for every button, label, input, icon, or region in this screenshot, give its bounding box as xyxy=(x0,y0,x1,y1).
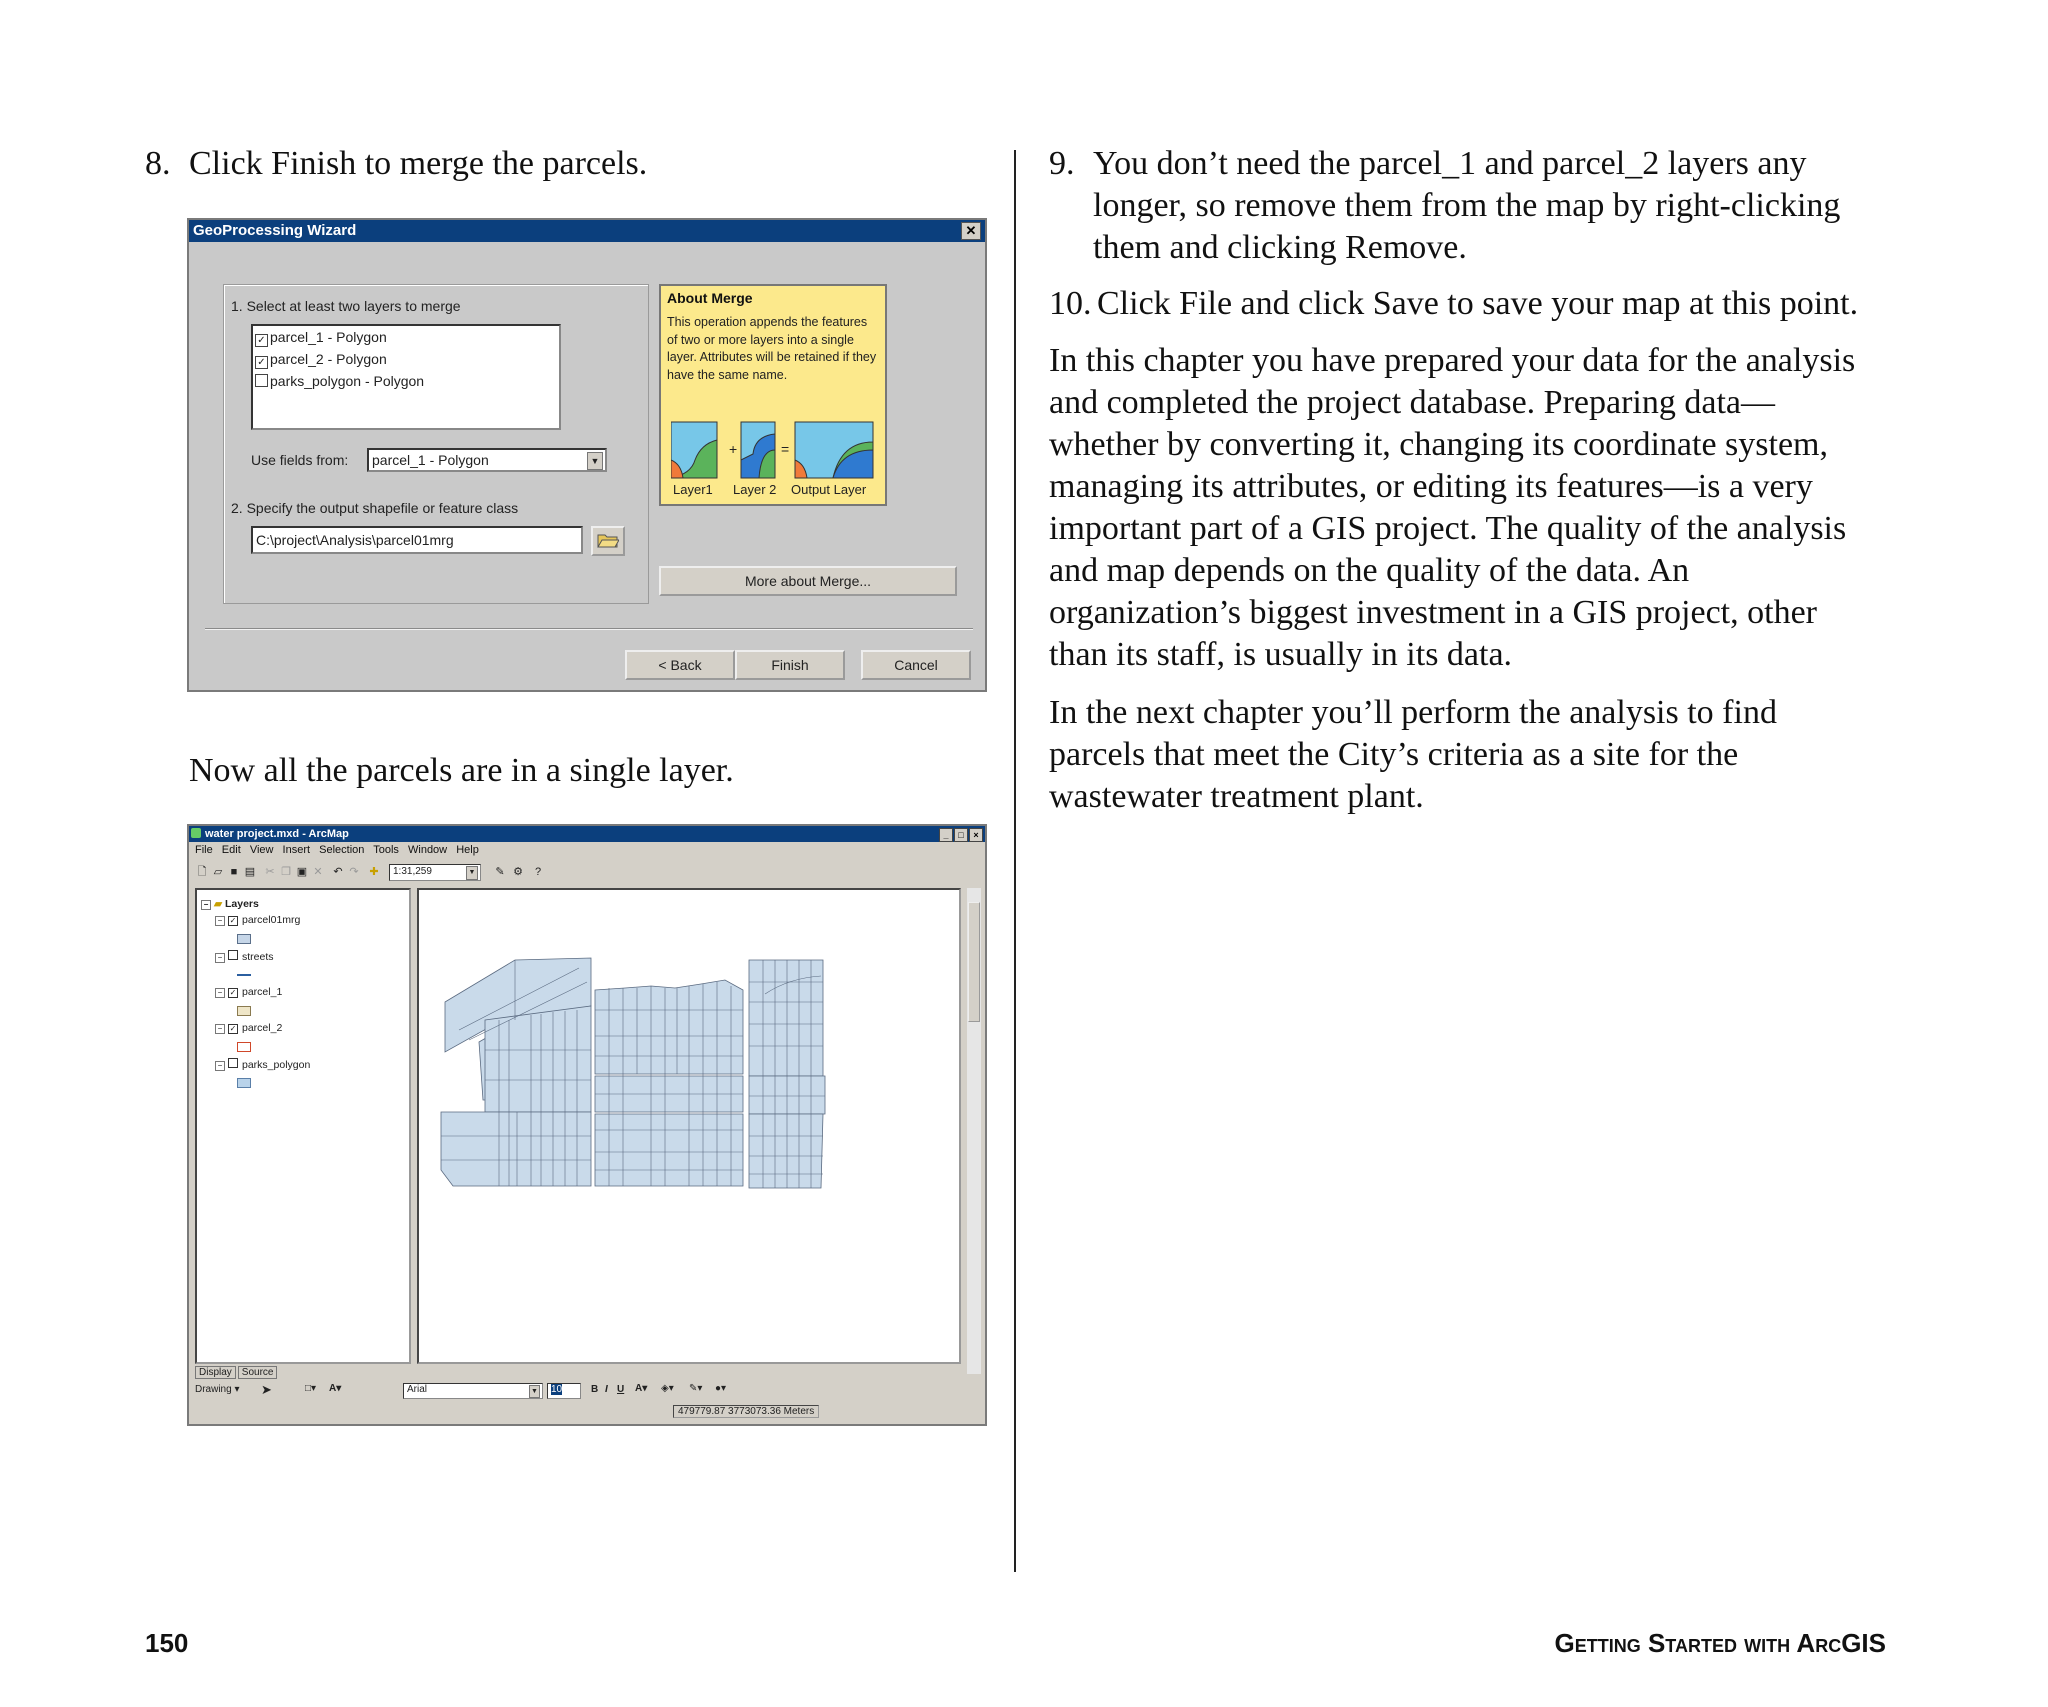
toc-layer-label: parcel_2 xyxy=(242,1022,283,1034)
parcel01mrg-symbol[interactable] xyxy=(237,934,251,944)
collapse-icon[interactable]: − xyxy=(215,988,225,998)
paragraph-line: whether by converting it, changing its coordinate system, xyxy=(1049,426,1828,463)
parcel-block[interactable] xyxy=(749,1114,823,1188)
about-heading: About Merge xyxy=(667,290,753,306)
arcmap-window xyxy=(187,824,987,1426)
chevron-down-icon[interactable]: ▼ xyxy=(529,1385,540,1398)
geoprocessing-wizard-dialog xyxy=(187,218,987,692)
font-color-icon[interactable]: A▾ xyxy=(635,1383,648,1394)
font-size-value: 10 xyxy=(551,1384,563,1395)
menu-window[interactable]: Window xyxy=(408,844,448,856)
map-vertical-scrollbar[interactable] xyxy=(967,888,981,1374)
chevron-down-icon[interactable]: ▼ xyxy=(587,452,603,470)
menu-selection[interactable]: Selection xyxy=(319,844,365,856)
parcel-block[interactable] xyxy=(595,980,743,1074)
toc-layer-parcel-1[interactable] xyxy=(215,986,282,998)
layer-option-parks[interactable] xyxy=(253,370,559,392)
step-8-text: Click Finish to merge the parcels. xyxy=(189,145,648,182)
font-name-value: Arial xyxy=(407,1384,428,1395)
more-about-merge-button[interactable]: More about Merge... xyxy=(659,566,957,596)
toc-root-label: Layers xyxy=(225,898,259,910)
paragraph-line: parcels that meet the City’s criteria as a site for the xyxy=(1049,736,1739,773)
instruction-2: 2. Specify the output shapefile or feature class xyxy=(231,500,519,516)
add-data-icon[interactable]: ✚ xyxy=(369,866,379,878)
paragraph-next-chapter xyxy=(1049,692,1949,818)
menu-file[interactable]: File xyxy=(195,844,213,856)
rectangle-tool-icon[interactable]: □▾ xyxy=(305,1383,317,1394)
layer-option-label: parcel_1 - Polygon xyxy=(270,329,387,345)
parcel-block[interactable] xyxy=(441,1112,591,1186)
page-number: 150 xyxy=(145,1628,189,1658)
checkbox-checked-icon[interactable]: ✓ xyxy=(255,334,268,347)
step-10-number: 10. xyxy=(1049,285,1092,322)
close-icon[interactable]: × xyxy=(969,828,983,842)
step-9-number: 9. xyxy=(1049,145,1075,182)
map-scale-value: 1:31,259 xyxy=(393,866,432,877)
checkbox-unchecked-icon[interactable] xyxy=(255,374,268,387)
underline-icon[interactable]: U xyxy=(617,1384,625,1395)
coordinate-readout: 479779.87 3773073.36 Meters xyxy=(673,1405,819,1418)
paragraph-line: organization’s biggest investment in a GIS project, other xyxy=(1049,594,1817,631)
paragraph-line: In this chapter you have prepared your data for the analysis xyxy=(1049,342,1856,379)
use-fields-value: parcel_1 - Polygon xyxy=(372,452,489,468)
menu-help[interactable]: Help xyxy=(456,844,479,856)
plus-sign: + xyxy=(729,441,738,457)
step-8-number: 8. xyxy=(145,145,171,182)
merge-diagram-icon xyxy=(671,420,879,482)
step-10 xyxy=(1049,283,1949,325)
scrollbar-thumb[interactable] xyxy=(968,902,980,1022)
step-8 xyxy=(145,143,647,185)
toc-layer-label: streets xyxy=(242,951,274,963)
toc-layer-label: parks_polygon xyxy=(242,1059,311,1071)
menu-tools[interactable]: Tools xyxy=(373,844,399,856)
layers-folder-icon: ▰ xyxy=(214,898,223,910)
select-elements-icon[interactable]: ➤ xyxy=(261,1382,272,1397)
new-document-icon[interactable]: 🗋 xyxy=(197,866,207,878)
parcel-1-symbol[interactable] xyxy=(237,1006,251,1016)
diagram-label-output: Output Layer xyxy=(791,482,867,497)
layer-option-parcel-1[interactable] xyxy=(253,326,559,348)
collapse-icon[interactable]: − xyxy=(215,916,225,926)
cancel-button[interactable]: Cancel xyxy=(861,650,971,680)
menu-insert[interactable]: Insert xyxy=(282,844,311,856)
open-icon[interactable]: ▱ xyxy=(213,866,223,878)
caption-single-layer: Now all the parcels are in a single layer. xyxy=(189,752,734,789)
checkbox-checked-icon[interactable]: ✓ xyxy=(229,988,237,997)
output-path-input[interactable]: C:\project\Analysis\parcel01mrg xyxy=(251,526,583,554)
table-of-contents xyxy=(195,888,411,1364)
parcel-block[interactable] xyxy=(749,960,823,1076)
toc-tabs xyxy=(195,1366,279,1379)
diagram-label-layer1: Layer1 xyxy=(673,482,713,497)
paragraph-chapter-summary xyxy=(1049,340,1949,676)
checkbox-unchecked-icon[interactable] xyxy=(228,950,238,960)
parcel-block[interactable] xyxy=(595,1114,743,1186)
wizard-title: GeoProcessing Wizard xyxy=(193,222,357,239)
cut-icon[interactable]: ✂ xyxy=(265,866,275,878)
finish-button[interactable]: Finish xyxy=(735,650,845,680)
about-body: This operation appends the features of two or more layers into a single layer. Attributes will be retained if they have the same name. xyxy=(667,315,877,382)
column-divider xyxy=(1014,150,1016,1572)
paragraph-line: and map depends on the quality of the data. An xyxy=(1049,552,1690,589)
paragraph-line: important part of a GIS project. The quality of the analysis xyxy=(1049,510,1847,547)
maximize-icon[interactable]: □ xyxy=(954,828,968,842)
step-9 xyxy=(1049,143,1929,269)
parcel-block[interactable] xyxy=(485,1006,591,1112)
back-button[interactable]: < Back xyxy=(625,650,735,680)
undo-icon[interactable]: ↶ xyxy=(333,866,343,878)
tab-source[interactable]: Source xyxy=(238,1366,278,1379)
layer-option-parcel-2[interactable] xyxy=(253,348,559,370)
map-scale-dropdown[interactable] xyxy=(389,864,481,881)
checkbox-checked-icon[interactable]: ✓ xyxy=(229,1024,237,1033)
paragraph-line: In the next chapter you’ll perform the analysis to find xyxy=(1049,694,1777,731)
checkbox-unchecked-icon[interactable] xyxy=(228,1058,238,1068)
arctoolbox-icon[interactable]: ⚙ xyxy=(513,866,523,878)
step-9-line-2: longer, so remove them from the map by right-clicking xyxy=(1093,187,1841,224)
line-color-icon[interactable]: ✎▾ xyxy=(689,1383,703,1394)
toc-layer-streets[interactable] xyxy=(215,950,274,963)
parks-polygon-symbol[interactable] xyxy=(237,1078,251,1088)
whats-this-icon[interactable]: ? xyxy=(534,866,542,878)
browse-button[interactable] xyxy=(591,526,625,556)
step-9-line-3: them and clicking Remove. xyxy=(1093,229,1467,266)
paragraph-line: than its staff, is usually in its data. xyxy=(1049,636,1513,673)
layer-listbox[interactable] xyxy=(251,324,561,430)
open-folder-icon xyxy=(597,531,619,549)
paragraph-line: and completed the project database. Preparing data— xyxy=(1049,384,1775,421)
window-controls xyxy=(938,827,983,843)
paragraph-line: wastewater treatment plant. xyxy=(1049,778,1424,815)
menu-view[interactable]: View xyxy=(249,844,274,856)
toc-layers-root[interactable] xyxy=(201,898,259,910)
toc-layer-parcel01mrg[interactable] xyxy=(215,914,300,926)
bold-icon[interactable]: B xyxy=(591,1384,599,1395)
menu-bar xyxy=(195,844,485,856)
paragraph-line: managing its attributes, or editing its features—is a very xyxy=(1049,468,1813,505)
text-tool-icon[interactable]: A▾ xyxy=(329,1383,342,1394)
font-size-dropdown[interactable] xyxy=(547,1383,581,1399)
drawing-menu[interactable]: Drawing ▾ xyxy=(195,1384,240,1395)
collapse-icon[interactable]: − xyxy=(215,1024,225,1034)
running-head: Getting Started with ArcGIS xyxy=(1554,1628,1886,1658)
arcmap-title-bar xyxy=(189,826,985,842)
parcel-2-symbol[interactable] xyxy=(237,1042,251,1052)
checkbox-checked-icon[interactable]: ✓ xyxy=(255,356,268,369)
toc-layer-label: parcel01mrg xyxy=(242,914,301,926)
equals-sign: = xyxy=(781,441,790,457)
wizard-title-bar xyxy=(189,220,985,242)
editor-icon[interactable]: ✎ xyxy=(495,866,505,878)
status-bar xyxy=(193,1404,981,1420)
save-icon[interactable]: ■ xyxy=(230,866,238,878)
toc-layer-parks-polygon[interactable] xyxy=(215,1058,310,1071)
use-fields-dropdown[interactable] xyxy=(367,448,607,472)
paste-icon[interactable]: ▣ xyxy=(296,866,308,878)
close-icon[interactable]: ✕ xyxy=(961,222,981,240)
arcmap-logo-icon xyxy=(191,828,201,838)
italic-icon[interactable]: I xyxy=(605,1384,608,1395)
collapse-icon[interactable]: − xyxy=(215,953,225,963)
chevron-down-icon[interactable]: ▼ xyxy=(466,866,478,880)
checkbox-checked-icon[interactable]: ✓ xyxy=(229,916,237,925)
arcmap-title: water project.mxd - ArcMap xyxy=(205,828,349,840)
about-merge-panel xyxy=(659,284,887,506)
font-name-dropdown[interactable] xyxy=(403,1383,543,1399)
minimize-icon[interactable]: _ xyxy=(939,828,953,842)
standard-toolbar xyxy=(193,862,981,882)
diagram-label-layer2: Layer 2 xyxy=(733,482,777,497)
instruction-1: 1. Select at least two layers to merge xyxy=(231,298,461,314)
copy-icon[interactable]: ❐ xyxy=(281,866,291,878)
toc-layer-label: parcel_1 xyxy=(242,986,283,998)
tab-display[interactable]: Display xyxy=(195,1366,236,1379)
map-view[interactable] xyxy=(417,888,961,1364)
layer-option-label: parcel_2 - Polygon xyxy=(270,351,387,367)
button-separator xyxy=(205,628,973,630)
layer-option-label: parks_polygon - Polygon xyxy=(270,373,425,389)
marker-color-icon[interactable]: ●▾ xyxy=(715,1383,727,1394)
delete-icon[interactable]: ✕ xyxy=(313,866,323,878)
collapse-icon[interactable]: − xyxy=(201,900,211,910)
use-fields-label: Use fields from: xyxy=(251,452,349,468)
parcel-map[interactable] xyxy=(419,890,959,1362)
redo-icon[interactable]: ↷ xyxy=(349,866,359,878)
step-9-line-1: You don’t need the parcel_1 and parcel_2 layers any xyxy=(1093,145,1807,182)
streets-symbol[interactable] xyxy=(237,974,251,976)
step-10-text: Click File and click Save to save your map at this point. xyxy=(1097,285,1859,322)
collapse-icon[interactable]: − xyxy=(215,1061,225,1071)
print-icon[interactable]: ▤ xyxy=(244,866,256,878)
fill-color-icon[interactable]: ◈▾ xyxy=(661,1383,674,1394)
drawing-toolbar xyxy=(193,1382,981,1400)
menu-edit[interactable]: Edit xyxy=(221,844,241,856)
toc-layer-parcel-2[interactable] xyxy=(215,1022,282,1034)
